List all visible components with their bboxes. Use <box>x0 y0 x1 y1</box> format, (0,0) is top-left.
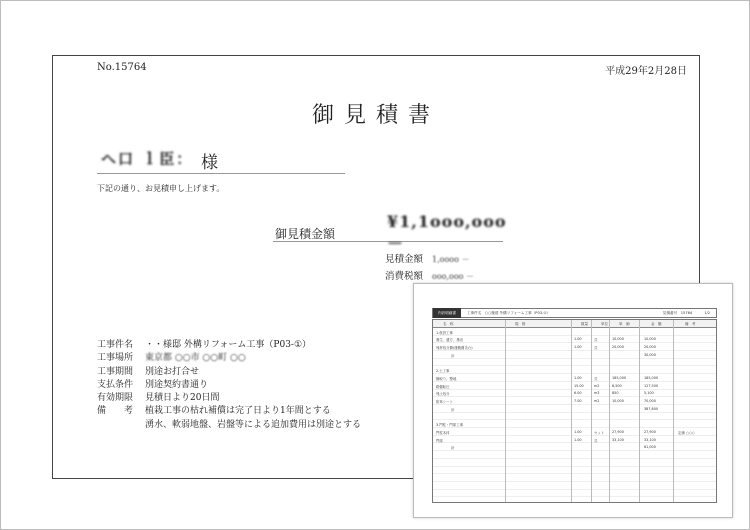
tax-value: ooo,ooo － <box>432 272 475 281</box>
breakdown-cell-price: 10,000 <box>612 399 624 403</box>
breakdown-cell-amount: 5,100 <box>644 391 654 396</box>
breakdown-table-header <box>433 320 716 328</box>
breakdown-cell-qty: 1.00 <box>574 375 582 380</box>
breakdown-cell-price: 27,900 <box>612 429 624 434</box>
breakdown-project: 工事件名 ○○様邸 外構リフォーム工事（P03-①） <box>466 310 551 315</box>
detail-value: 別途契約書通り <box>145 379 209 390</box>
breakdown-cell-name: 残材処分費(運搬費含む) <box>436 346 473 351</box>
detail-row <box>97 352 361 365</box>
column-header: 単 価 <box>619 321 630 326</box>
breakdown-cell-name: 2.土工事 <box>436 369 450 374</box>
detail-key <box>97 419 145 432</box>
greeting-text: 下記の通り、お見積申し上げます。 <box>97 184 225 193</box>
breakdown-cell-price: 850 <box>612 391 619 396</box>
breakdown-cell-qty: 15.00 <box>574 383 584 388</box>
breakdown-cell-unit: 式 <box>594 338 598 343</box>
quote-title: 御見積書 <box>311 103 440 128</box>
breakdown-table-area <box>432 308 717 508</box>
subtotal-value: 1,oooo － <box>432 255 470 264</box>
column-divider <box>639 320 640 502</box>
detail-value: 見積日より20日間 <box>145 393 220 404</box>
detail-key: 工事場所 <box>97 353 134 364</box>
breakdown-cell-unit: m2 <box>594 399 600 403</box>
breakdown-cell-name: 鋤取り、整地 <box>436 376 457 381</box>
breakdown-cell-unit: 式 <box>594 346 598 351</box>
column-divider <box>571 320 572 502</box>
breakdown-cell-price: 20,000 <box>612 345 624 350</box>
detail-row <box>97 339 361 352</box>
breakdown-cell-amount: 127,500 <box>644 383 659 388</box>
client-name: ヘ口 ｌ臣： <box>101 150 194 168</box>
breakdown-cell-name: 防草シート <box>436 400 453 404</box>
column-header: 単位 <box>601 321 608 326</box>
detail-row <box>97 379 361 392</box>
breakdown-sheet <box>413 283 733 518</box>
breakdown-cell-unit: m3 <box>594 391 600 396</box>
detail-row <box>97 366 361 379</box>
column-header: 数量 <box>581 321 588 326</box>
breakdown-cell-unit: 式 <box>594 438 598 443</box>
breakdown-cell-price: 8,500 <box>612 383 622 388</box>
breakdown-cell-name: 門柱本体 <box>436 430 450 435</box>
breakdown-cell-amount: 387,600 <box>644 406 659 411</box>
detail-value: 植栽工事の枯れ補償は完了日より1年間とする <box>145 406 331 417</box>
tax-label: 消費税額 <box>385 271 424 282</box>
breakdown-cell-qty: 1.00 <box>574 345 582 350</box>
breakdown-estimate-no: 見積番号 15764 <box>662 310 693 315</box>
client-honorific: 様 <box>201 153 218 173</box>
column-header: 備 考 <box>685 321 696 326</box>
breakdown-cell-price: 10,000 <box>612 337 624 342</box>
breakdown-cell-name: 計 <box>451 446 455 451</box>
detail-row <box>97 405 361 418</box>
detail-key: 工事期間 <box>97 366 134 377</box>
breakdown-cell-name: 計 <box>451 407 455 412</box>
detail-value: 東京都 ○○市 ○○町 ○○ <box>145 353 246 364</box>
breakdown-cell-name: 3.門柱・門扉工事 <box>436 423 463 428</box>
total-amount-value: ¥1,1ooo,ooo － <box>387 212 507 253</box>
detail-key: 有効期限 <box>97 393 134 404</box>
total-amount-label: 御見積金額 <box>275 227 336 241</box>
detail-row <box>97 419 361 432</box>
breakdown-cell-name: 残土処分 <box>436 392 450 397</box>
breakdown-page: 1/2 <box>704 311 710 315</box>
quote-date: 平成29年2月28日 <box>605 66 687 77</box>
column-header: 名 称 <box>443 321 454 326</box>
column-divider <box>591 320 592 502</box>
breakdown-badge: 内訳明細書 <box>433 308 461 318</box>
column-divider <box>609 320 610 502</box>
detail-key: 備 考 <box>97 406 134 417</box>
breakdown-cell-amount: 61,000 <box>644 445 656 450</box>
breakdown-cell-amount: 27,900 <box>644 429 656 434</box>
breakdown-cell-qty: 1.00 <box>574 337 582 342</box>
project-details <box>97 339 361 432</box>
breakdown-header <box>432 308 717 318</box>
breakdown-cell-qty: 7.00 <box>574 399 582 403</box>
breakdown-cell-unit: 式 <box>594 376 598 381</box>
breakdown-cell-price: 33,100 <box>612 437 624 442</box>
breakdown-cell-amount: 30,000 <box>644 352 656 357</box>
detail-key: 支払条件 <box>97 379 134 390</box>
breakdown-cell-name: 計 <box>451 353 455 358</box>
breakdown-cell-name: 路盤転圧 <box>436 384 450 389</box>
breakdown-cell-amount: 185,000 <box>644 375 659 380</box>
client-line <box>97 146 345 174</box>
detail-row <box>97 392 361 405</box>
breakdown-cell-note: 定価 ○○○ <box>678 430 695 435</box>
breakdown-cell-price: 185,000 <box>612 375 627 380</box>
breakdown-cell-unit: m2 <box>594 383 600 388</box>
total-amount-block <box>273 212 507 253</box>
breakdown-cell-amount: 10,000 <box>644 337 656 342</box>
breakdown-cell-amount: 70,000 <box>644 399 656 403</box>
subtotal-label: 見積金額 <box>385 254 424 265</box>
breakdown-cell-amount: 20,000 <box>644 345 656 350</box>
quote-number: No.15764 <box>97 62 147 73</box>
breakdown-cell-name: 門扉 <box>436 438 443 443</box>
detail-key: 工事件名 <box>97 340 134 350</box>
breakdown-cell-name: 養生、遣方、墨出 <box>436 338 464 343</box>
column-divider <box>505 320 506 502</box>
detail-value: 湧水、軟弱地盤、岩盤等による追加費用は別途とする <box>145 419 362 430</box>
breakdown-cell-qty: 6.00 <box>574 391 582 396</box>
subtotal-row <box>385 251 469 265</box>
breakdown-cell-qty: 1.00 <box>574 429 582 434</box>
breakdown-table <box>432 319 717 503</box>
detail-value: 別途お打合せ <box>145 366 200 377</box>
breakdown-cell-name: 1.仮設工事 <box>436 330 453 335</box>
column-header: 規 格 <box>515 321 526 326</box>
column-divider <box>673 320 674 502</box>
breakdown-cell-unit: セット <box>594 430 605 435</box>
tax-row <box>385 268 474 282</box>
breakdown-cell-amount: 33,100 <box>644 437 656 442</box>
detail-value: ・・様邸 外構リフォーム工事（P03-①） <box>145 340 312 350</box>
column-header: 金 額 <box>651 321 662 326</box>
breakdown-cell-qty: 1.00 <box>574 437 582 442</box>
